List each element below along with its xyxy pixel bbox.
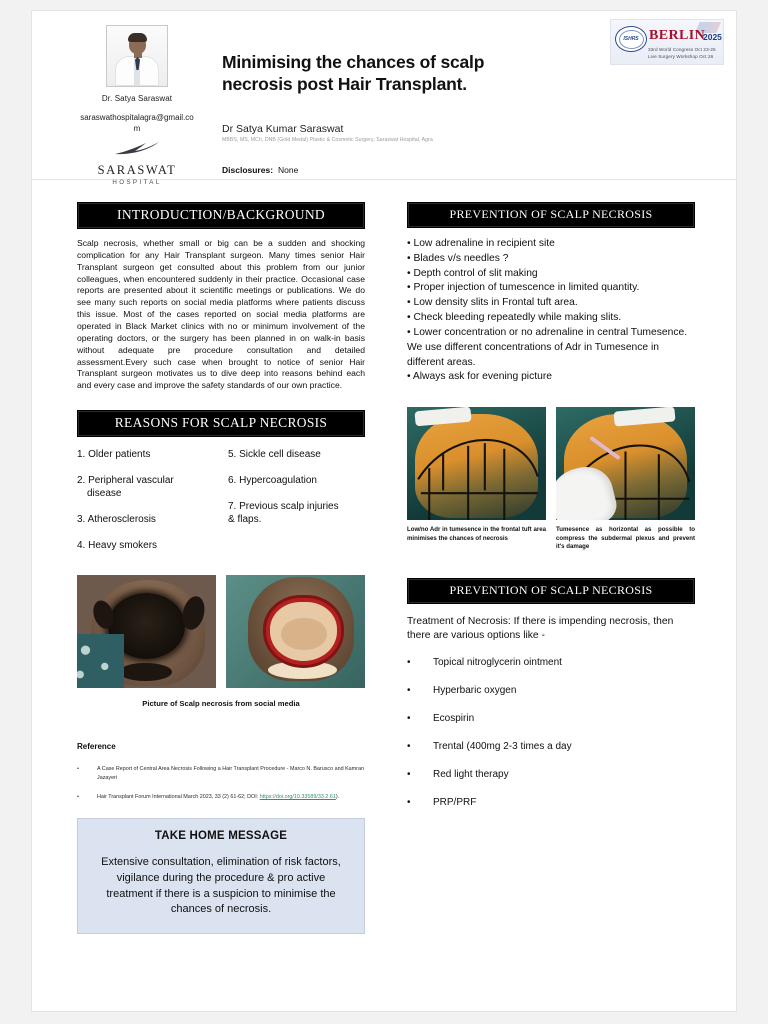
congress-logo <box>610 19 724 65</box>
list-item <box>407 796 695 810</box>
page-title: Minimising the chances of scalp necrosis post Hair Transplant. <box>222 52 485 95</box>
reference-text: A Case Report of Central Area Necrosis Following a Hair Transplant Procedure - Marco N. Barusco and Kamran Jazayeri <box>97 766 364 781</box>
presenter-identity <box>77 25 197 135</box>
bullet-glyph: • <box>407 712 411 724</box>
list-item-label: Trental (400mg 2-3 times a day <box>433 740 572 752</box>
take-home-heading: TAKE HOME MESSAGE <box>154 830 288 843</box>
necrosis-photo-caption: Picture of Scalp necrosis from social media <box>142 699 300 709</box>
bullet-glyph: • <box>77 793 79 800</box>
surgical-caption-row <box>407 520 695 552</box>
reference-item <box>77 765 365 782</box>
list-item: 3. Atherosclerosis <box>77 514 156 526</box>
necrosis-photo-right <box>226 575 365 688</box>
list-item: 6. Hypercoagulation <box>228 475 317 487</box>
congress-line-2: Live Surgery Workshop Oct 26 <box>648 54 714 59</box>
list-item: • Lower concentration or no adrenaline in central Tumesence. We use different concentrations of Adr in Tumesence in different areas. <box>407 326 688 368</box>
surgical-markings <box>407 407 546 520</box>
list-item: & flaps. <box>228 514 262 526</box>
reference-list <box>77 765 365 801</box>
list-item <box>407 712 695 726</box>
list-item <box>407 684 695 698</box>
list-item: 1. Older patients <box>77 449 151 461</box>
list-item-label: Topical nitroglycerin ointment <box>433 656 562 668</box>
list-item: • Low density slits in Frontal tuft area. <box>407 297 578 309</box>
disclosures <box>222 165 552 175</box>
hospital-logo <box>77 141 197 186</box>
bullet-glyph: • <box>407 684 411 696</box>
necrosis-photo-left <box>77 575 216 688</box>
surgical-caption-right: Tumesence as horizontal as possible to compress the subdermal plexus and prevent it's damage <box>556 526 695 551</box>
surgical-caption-left: Low/no Adr in tumesence in the frontal tuft area minimises the chances of necrosis <box>407 526 546 542</box>
prevention-bullet-list <box>407 237 695 385</box>
doctor-email: saraswathospitalagra@gmail.com <box>80 113 194 133</box>
treatment-options-list <box>407 656 695 810</box>
surgical-photo-left <box>407 407 546 520</box>
reference-item <box>77 793 365 801</box>
author-credentials: MBBS, MS, MCh, DNB (Gold Medal) Plastic & Cosmetic Surgery, Saraswat Hospital, Agra <box>222 137 433 144</box>
list-item: • Always ask for evening picture <box>407 371 552 383</box>
list-item-label: PRP/PRF <box>433 796 477 808</box>
reasons-column-right <box>228 448 365 565</box>
take-home-body: Extensive consultation, elimination of risk factors, vigilance during the procedure & pro active treatment if there is a suspicion to minimise the chances of necrosis. <box>101 856 341 916</box>
reference-heading: Reference <box>77 742 116 752</box>
bullet-glyph: • <box>407 740 411 752</box>
hospital-name: SARASWAT <box>97 163 177 177</box>
bullet-glyph: • <box>407 768 411 780</box>
left-column <box>77 202 365 934</box>
list-item: 5. Sickle cell disease <box>228 449 321 461</box>
list-item <box>407 768 695 782</box>
doi-link[interactable]: https://doi.org/10.33589/33.2.61 <box>259 793 336 800</box>
right-column <box>407 202 695 824</box>
doctor-photo <box>106 25 168 87</box>
bullet-glyph: • <box>407 796 411 808</box>
swoosh-icon <box>114 141 160 156</box>
doctor-name: Dr. Satya Saraswat <box>101 94 173 103</box>
treatment-intro: Treatment of Necrosis: If there is impending necrosis, then there are various options like - <box>407 616 674 642</box>
bullet-glyph: • <box>407 656 411 668</box>
list-item <box>407 740 695 754</box>
section-heading-prevention: PREVENTION OF SCALP NECROSIS <box>407 202 695 228</box>
section-heading-reasons: REASONS FOR SCALP NECROSIS <box>77 410 365 437</box>
congress-seal-text: ISHRS <box>623 36 639 42</box>
reasons-column-left <box>77 448 214 565</box>
section-heading-treatment: PREVENTION OF SCALP NECROSIS <box>407 578 695 604</box>
surgical-photo-right <box>556 407 695 520</box>
list-item-label: Red light therapy <box>433 768 509 780</box>
hospital-subtitle: HOSPITAL <box>112 179 162 186</box>
bullet-glyph: • <box>77 766 79 773</box>
author-name: Dr Satya Kumar Saraswat <box>222 123 344 136</box>
take-home-message-box <box>77 818 365 934</box>
introduction-body: Scalp necrosis, whether small or big can be a sudden and shocking complication for any Hair Transplant surgeon. Many times senior Hair Transplant surgeon get consulted about this problem from our junior colleagues, when encountered suddenly in their practice. Occasional case reports are presented about it scientific meetings or publications. We do see many such reports on social media platforms where patients discuss this issue. Most of the cases reported on social media platforms are operated in Black Market clinics with no or minimum involvement of the operating doctors, or the surgery has been planned in on walk-in basis without adequate pre procedure consultation and detailed assessment.Every such case when brought to notice of senior Hair Transplant surgeon motivates us to dive deep into reasons behind each and every case and improve the safety standards of our own practice. <box>77 238 365 391</box>
list-item <box>407 656 695 670</box>
poster-header <box>32 11 736 186</box>
list-item: • Blades v/s needles ? <box>407 252 509 264</box>
disclosures-label: Disclosures: <box>222 165 274 176</box>
list-item: • Check bleeding repeatedly while making slits. <box>407 312 622 324</box>
list-item: 7. Previous scalp injuries <box>228 501 339 513</box>
list-item: • Proper injection of tumescence in limited quantity. <box>407 282 640 294</box>
disclosures-value: None <box>278 165 299 176</box>
list-item: • Depth control of slit making <box>407 267 538 279</box>
reference-text: Hair Transplant Forum International March 2023, 33 (2) 61-62; DOI: https://doi.org/10.33589/33.2.61). <box>97 793 340 800</box>
list-item: • Low adrenaline in recipient site <box>407 238 555 249</box>
reasons-list <box>77 448 365 565</box>
list-item: 2. Peripheral vascular <box>77 475 174 487</box>
list-item: 4. Heavy smokers <box>77 540 158 552</box>
congress-line-1: 33rd World Congress Oct 23-25 <box>648 47 716 52</box>
section-heading-introduction: INTRODUCTION/BACKGROUND <box>77 202 365 229</box>
necrosis-photo-pair <box>77 575 365 688</box>
poster-page <box>31 10 737 1012</box>
surgical-photo-pair <box>407 407 695 520</box>
list-item: disease <box>87 488 122 500</box>
list-item-label: Ecospirin <box>433 712 475 724</box>
congress-city: BERLIN <box>649 28 706 43</box>
congress-year: 2025 <box>703 32 722 42</box>
title-block <box>222 51 552 175</box>
ishrs-seal-icon <box>615 26 647 52</box>
list-item-label: Hyperbaric oxygen <box>433 684 517 696</box>
